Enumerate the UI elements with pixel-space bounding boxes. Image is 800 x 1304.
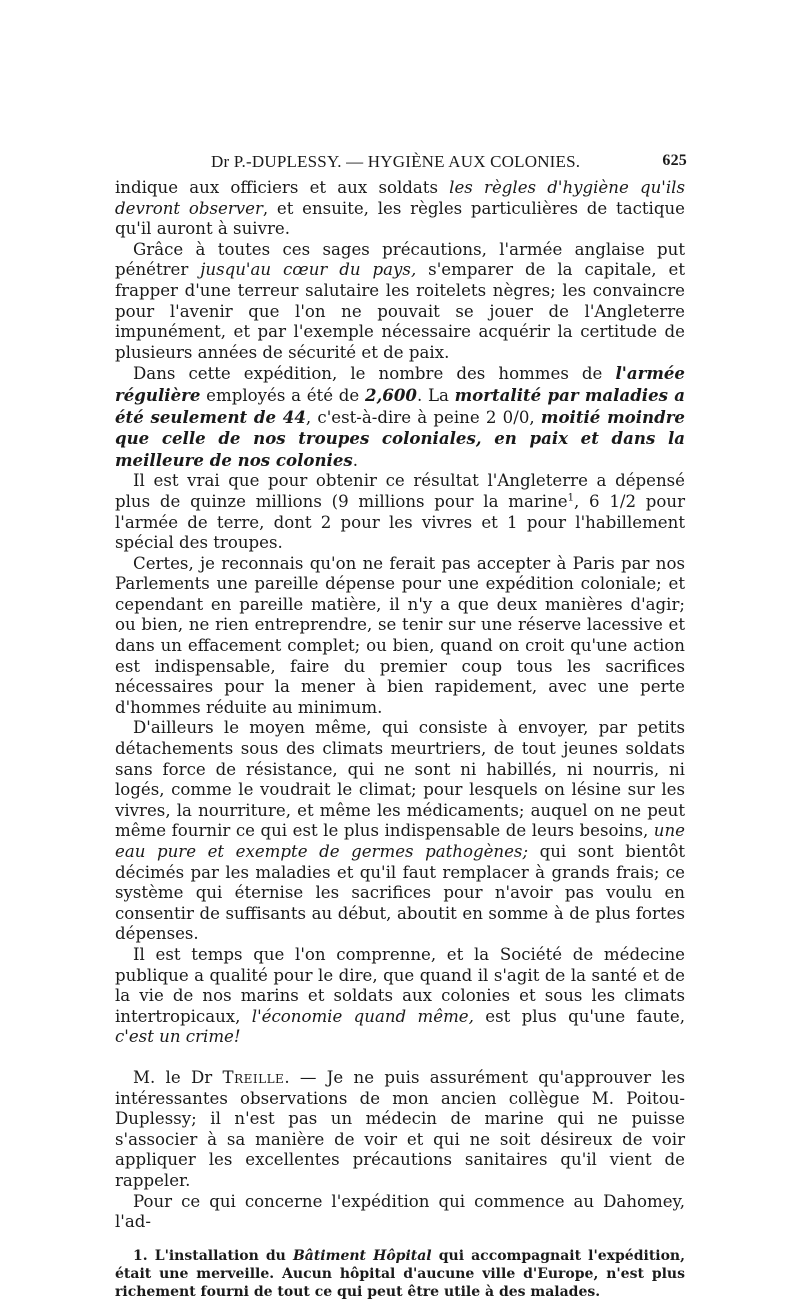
emphasis: Bâtiment Hôpital xyxy=(292,1247,432,1264)
book-page xyxy=(115,146,685,1301)
emphasis: l'armée régulière xyxy=(115,363,685,405)
paragraph-3: Dans cette expédition, le nombre des hommes de l'armée régulière employés a été de 2,600. La mortalité par maladies a été seulement de 44, c'est-à-dire à peine 2 0/0, moitié moindre que celle de nos troupes coloniales, en paix et dans la meilleure de nos colonies. xyxy=(115,363,685,470)
emphasis: les règles d'hygiène qu'ils devront observer xyxy=(115,178,685,218)
emphasis: moitié moindre que celle de nos troupes coloniales, en paix et dans la meilleure de nos colonies xyxy=(115,406,685,470)
paragraph-6: D'ailleurs le moyen même, qui consiste à envoyer, par petits détachements sous des climats meurtriers, de tout jeunes soldats sans force de résistance, qui ne sont ni habillés, ni nourris, ni logés, comme le voudrait le climat; pour lesquels on lésine sur les vivres, la nourriture, et même les médicaments; auquel on ne peut même fournir ce qui est le plus indispensable de leurs besoins, une eau pure et exempte de germes pathogènes; qui sont bientôt décimés par les maladies et qu'il faut remplacer à grands frais; ce système qui éternise les sacrifices pour n'avoir pas voulu en consentir de suffisants au début, aboutit en somme à de plus fortes dépenses. xyxy=(115,718,685,944)
paragraph-2: Grâce à toutes ces sages précautions, l'armée anglaise put pénétrer jusqu'au cœur du pays, s'emparer de la capitale, et frapper d'une terreur salutaire les roitelets nègres; les convaincre pour l'avenir que l'on ne pouvait se jouer de l'Angleterre impunément, et par l'exemple nécessaire acquérir la certitude de plusieurs années de sécurité et de paix. xyxy=(115,239,686,362)
body-text xyxy=(115,178,685,1233)
page-header xyxy=(115,146,685,178)
paragraph-4: Il est vrai que pour obtenir ce résultat l'Angleterre a dépensé plus de quinze millions (9 millions pour la marine$^1$, 6 1/2 pour l'armée de terre, dont 2 pour les vivres et 1 pour l'habillement spécial des troupes. xyxy=(115,471,686,553)
footnote: 1. L'installation du Bâtiment Hôpital qui accompagnait l'expédition, était une merveille. Aucun hôpital d'aucune ville d'Europe, n'est plus richement fourni de tout ce qui peut être utile à des malades. xyxy=(115,1247,685,1300)
emphasis: c'est un crime! xyxy=(115,1027,241,1047)
emphasis: jusqu'au cœur du pays, xyxy=(200,260,417,280)
speaker-name: Treille xyxy=(222,1067,285,1087)
emphasis: 2,600 xyxy=(364,384,417,405)
page-number: 625 xyxy=(662,152,687,169)
footnote-reference: 1 xyxy=(567,492,574,504)
paragraph-9: Pour ce qui concerne l'expédition qui commence au Dahomey, l'ad- xyxy=(115,1191,685,1232)
paragraph-1: indique aux officiers et aux soldats les règles d'hygiène qu'ils devront observer, et ensuite, les règles particulières de tactique qu'il auront à suivre. xyxy=(115,178,685,239)
emphasis: une eau pure et exempte de germes pathogènes; xyxy=(115,821,685,861)
emphasis: mortalité par maladies a été seulement de 44 xyxy=(115,384,685,427)
paragraph-7: Il est temps que l'on comprenne, et la Société de médecine publique a qualité pour le dire, que quand il s'agit de la santé et de la vie de nos marins et soldats aux colonies et sous les climats intertropicaux, l'économie quand même, est plus qu'une faute, c'est un crime! xyxy=(115,944,685,1047)
emphasis: l'économie quand même, xyxy=(251,1006,474,1026)
paragraph-8: M. le Dr Treille. — Je ne puis assurément qu'approuver les intéressantes observations de mon ancien collègue M. Poitou-Duplessy; il n'est pas un médecin de marine qui ne puisse s'associer à sa manière de voir et qui ne soit désireux de voir appliquer les excellentes précautions sanitaires qu'il vient de rappeler. xyxy=(115,1067,685,1190)
footnote-number: 1. xyxy=(133,1247,148,1264)
paragraph-5: Certes, je reconnais qu'on ne ferait pas accepter à Paris par nos Parlements une pareille dépense pour une expédition coloniale; et cependant en pareille matière, il n'y a que deux manières d'agir; ou bien, ne rien entreprendre, se tenir sur une réserve lacessive et dans un effacement complet; ou bien, quand on croit qu'une action est indispensable, faire du premier coup tous les sacrifices nécessaires pour la mener à bien rapidement, avec une perte d'hommes réduite au minimum. xyxy=(115,553,685,717)
running-title: Dr P.-DUPLESSY. — HYGIÈNE AUX COLONIES. xyxy=(211,152,581,171)
